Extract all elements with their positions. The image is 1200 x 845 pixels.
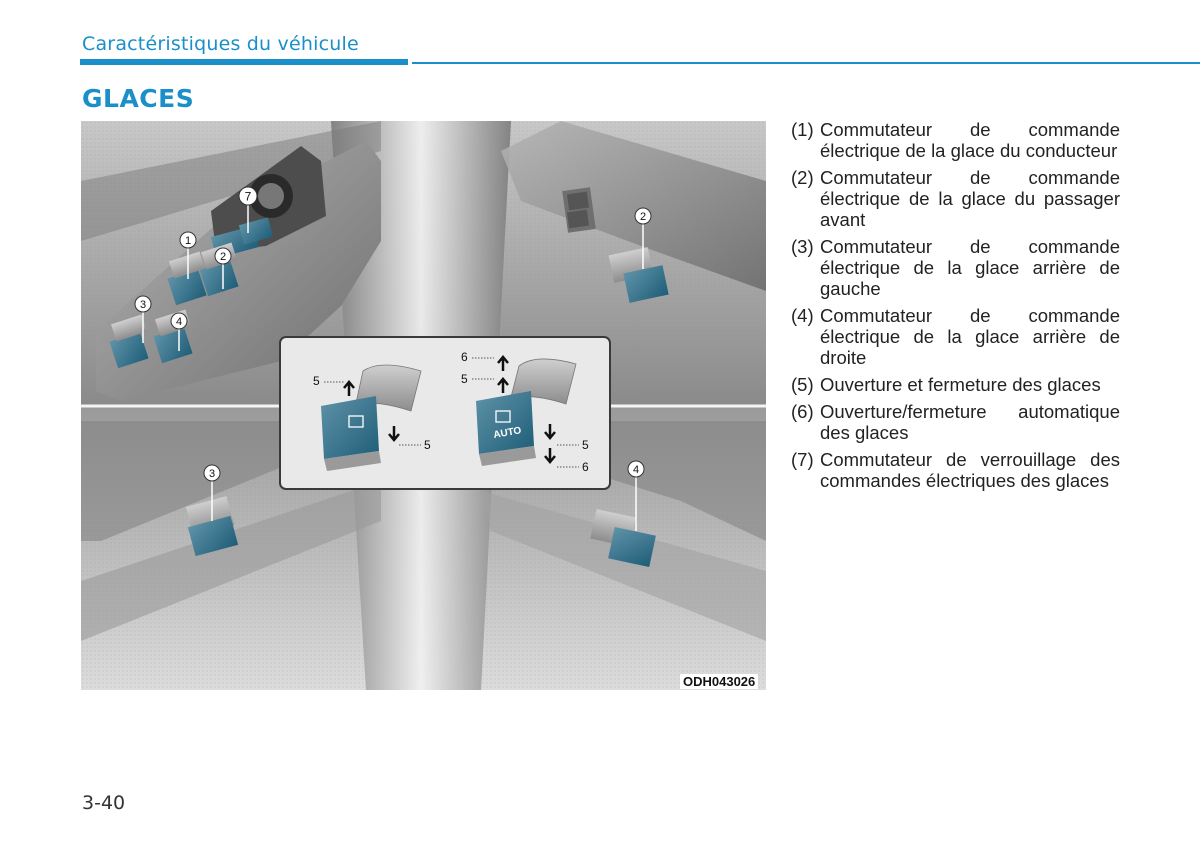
legend-text: Commutateur de commande électrique de la glace arrière de droite: [820, 305, 1120, 368]
legend-text: Commutateur de commande électrique de la glace du conducteur: [820, 119, 1120, 161]
legend-item: [791, 167, 1120, 230]
section-title: Caractéristiques du véhicule: [82, 33, 359, 55]
legend-item: [791, 119, 1120, 161]
legend-number: (4): [791, 305, 814, 326]
legend-item: [791, 401, 1120, 443]
inset-left-label-up: 5: [313, 374, 320, 388]
callout-7: 7: [244, 189, 252, 204]
callout-2-right: 2: [639, 211, 647, 223]
callout-3: 3: [139, 299, 147, 311]
inset-left-label-down: 5: [424, 438, 431, 452]
legend-text: Commutateur de verrouillage des commandes électriques des glaces: [820, 449, 1120, 491]
legend-number: (6): [791, 401, 814, 422]
inset-right-label-6-top: 6: [461, 350, 468, 364]
callout-2: 2: [219, 251, 227, 263]
legend-number: (3): [791, 236, 814, 257]
legend-list: [791, 119, 1120, 497]
figure-code: ODH043026: [680, 674, 758, 689]
legend-item: [791, 305, 1120, 368]
page-number: 3-40: [82, 792, 126, 814]
callout-1: 1: [184, 235, 192, 247]
inset-right-label-5-top: 5: [461, 372, 468, 386]
callout-3-bottom: 3: [208, 468, 216, 480]
legend-item: [791, 236, 1120, 299]
legend-number: (7): [791, 449, 814, 470]
header-rule-thick: [80, 59, 408, 65]
callout-4: 4: [175, 316, 183, 328]
legend-number: (5): [791, 374, 814, 395]
legend-text: Ouverture/fermeture automatique des glaces: [820, 401, 1120, 443]
inset-right-label-6-down: 6: [582, 460, 589, 474]
inset-right-label-5-down: 5: [582, 438, 589, 452]
legend-item: [791, 374, 1120, 395]
legend-text: Ouverture et fermeture des glaces: [820, 374, 1101, 395]
header-rule-thin: [412, 62, 1200, 64]
legend-item: [791, 449, 1120, 491]
callout-4-bottom: 4: [632, 464, 640, 476]
legend-number: (2): [791, 167, 814, 188]
inset-auto-label: AUTO: [492, 425, 523, 441]
page-heading: GLACES: [82, 84, 195, 113]
window-switch-figure: [81, 121, 766, 690]
legend-number: (1): [791, 119, 814, 140]
legend-text: Commutateur de commande électrique de la glace arrière de gauche: [820, 236, 1120, 299]
legend-text: Commutateur de commande électrique de la glace du passager avant: [820, 167, 1120, 230]
